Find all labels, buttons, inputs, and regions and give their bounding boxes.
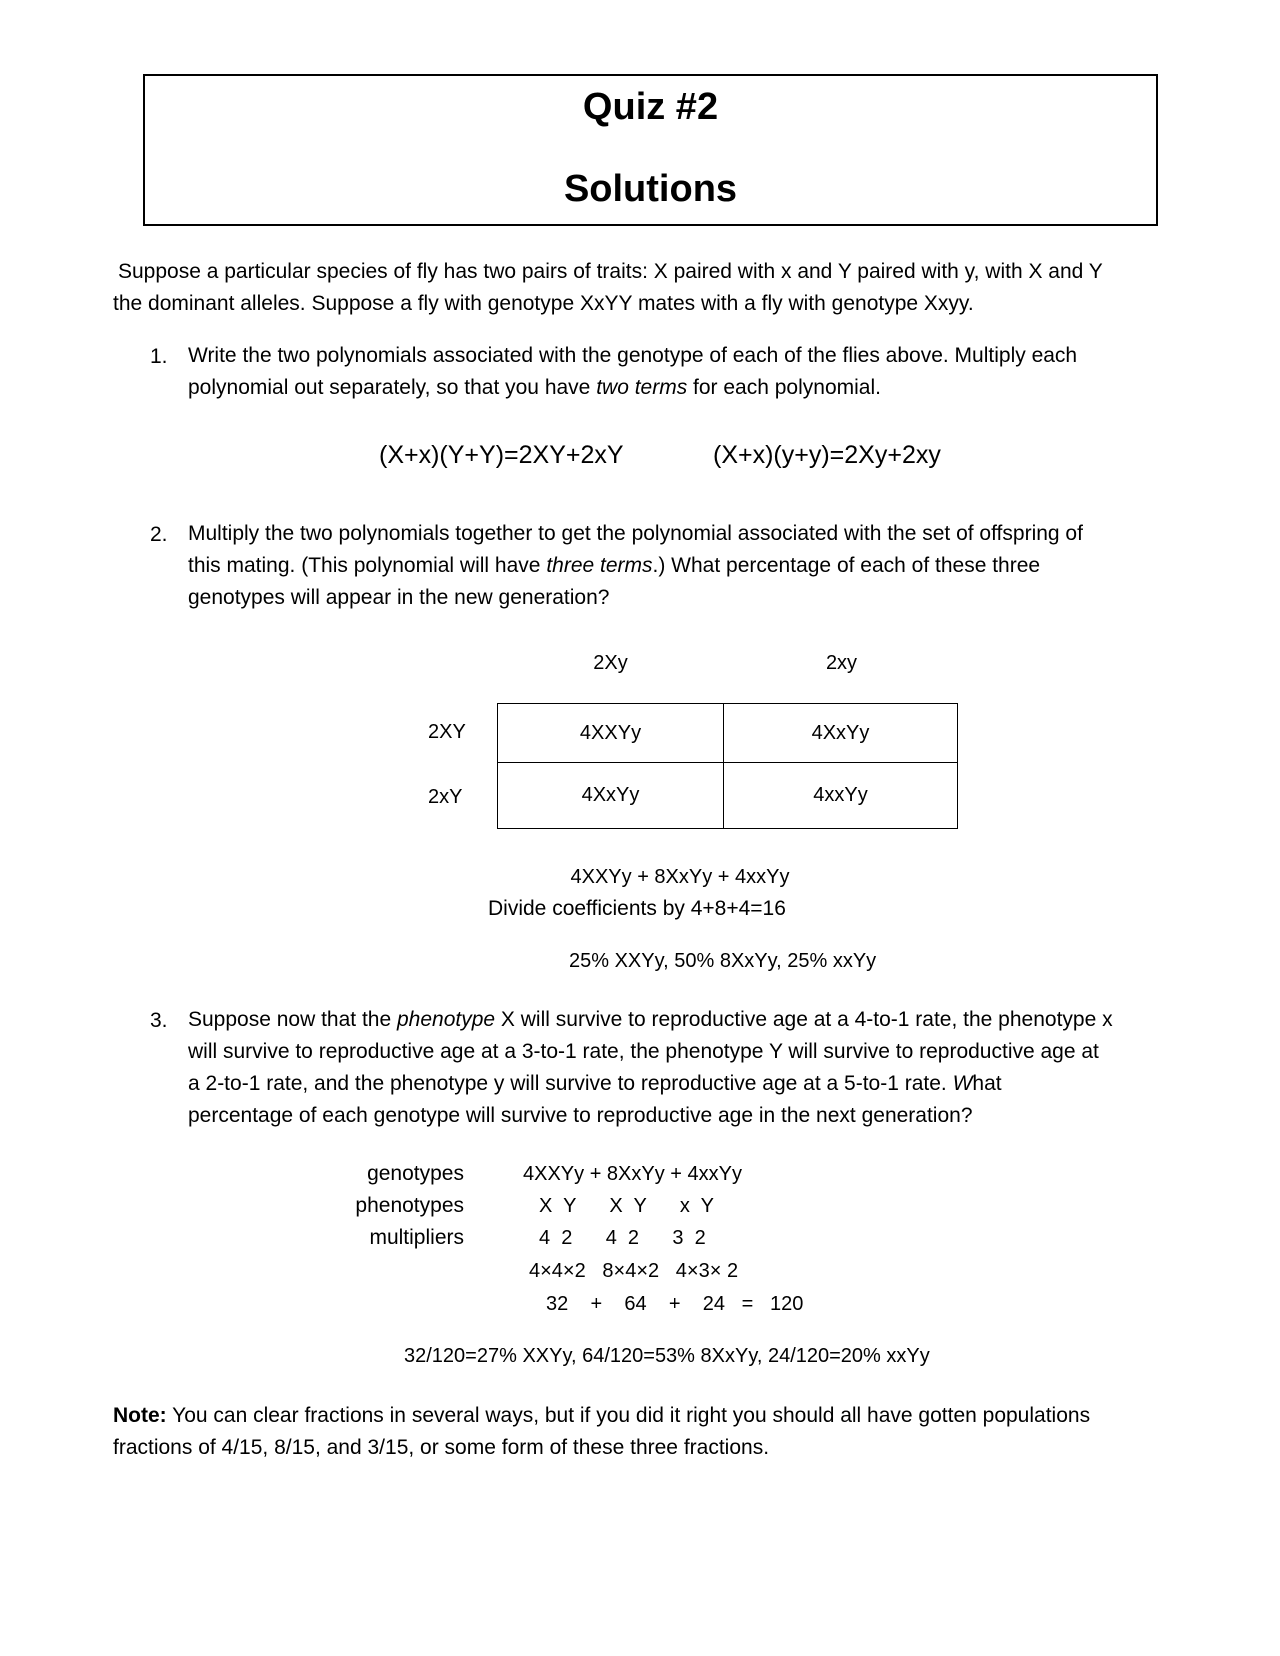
intro-line-2: the dominant alleles. Suppose a fly with genotype XxYY mates with a fly with genotype Xxyy. — [113, 292, 974, 315]
row-multipliers: 4 2 4 2 3 2 — [539, 1227, 706, 1249]
punnett-row-header: 2xY — [428, 786, 463, 808]
q1-equation-1: (X+x)(Y+Y)=2XY+2xY — [379, 441, 624, 469]
q3-line-2: will survive to reproductive age at a 3-to-1 rate, the phenotype Y will survive to reproductive age at — [188, 1040, 1099, 1063]
q2-divide: Divide coefficients by 4+8+4=16 — [488, 897, 786, 920]
punnett-row — [498, 704, 958, 763]
punnett-col-header: 2Xy — [593, 652, 628, 674]
q2-number: 2. — [150, 523, 168, 546]
row-totals: 32 + 64 + 24 = 120 — [546, 1293, 804, 1315]
q3-line-3: a 2-to-1 rate, and the phenotype y will survive to reproductive age at a 5-to-1 rate. What — [188, 1072, 1002, 1095]
q3-line-4: percentage of each genotype will survive to reproductive age in the next generation? — [188, 1104, 973, 1127]
solutions-title: Solutions — [563, 168, 738, 210]
punnett-cell: 4XXYy — [498, 704, 724, 763]
intro-line-1: Suppose a particular species of fly has two pairs of traits: X paired with x and Y paired with y, with X and Y — [118, 260, 1103, 283]
q3-number: 3. — [150, 1009, 168, 1032]
q1-line-2: polynomial out separately, so that you have two terms for each polynomial. — [188, 376, 881, 399]
quiz-title: Quiz #2 — [582, 86, 719, 128]
note-label: Note: — [113, 1404, 167, 1427]
q1-line-1: Write the two polynomials associated with the genotype of each of the flies above. Multiply each — [188, 344, 1078, 367]
row-genotypes: 4XXYy + 8XxYy + 4xxYy — [523, 1163, 742, 1185]
q2-line-2: this mating. (This polynomial will have three terms.) What percentage of each of these three — [188, 554, 1041, 577]
punnett-row-header: 2XY — [428, 721, 466, 743]
note-line-2: fractions of 4/15, 8/15, and 3/15, or some form of these three fractions. — [113, 1436, 770, 1459]
punnett-cell: 4xxYy — [724, 763, 958, 829]
punnett-cell: 4XxYy — [498, 763, 724, 829]
q3-line-1: Suppose now that the phenotype X will survive to reproductive age at a 4-to-1 rate, the phenotype x — [188, 1008, 1113, 1031]
label-phenotypes: phenotypes — [355, 1194, 464, 1217]
label-multipliers: multipliers — [369, 1226, 464, 1249]
q1-equation-2: (X+x)(y+y)=2Xy+2xy — [713, 441, 941, 469]
note-line-1: Note: You can clear fractions in several ways, but if you did it right you should all have gotten populations — [113, 1404, 1091, 1427]
punnett-square — [497, 703, 958, 829]
q2-line-3: genotypes will appear in the new generation? — [188, 586, 610, 609]
q2-line-1: Multiply the two polynomials together to get the polynomial associated with the set of offspring of — [188, 522, 1083, 545]
q3-result: 32/120=27% XXYy, 64/120=53% 8XxYy, 24/120=20% xxYy — [404, 1345, 930, 1367]
title-box — [143, 74, 1158, 226]
q2-sum: 4XXYy + 8XxYy + 4xxYy — [570, 866, 790, 888]
q1-number: 1. — [150, 345, 168, 368]
row-products: 4×4×2 8×4×2 4×3× 2 — [529, 1260, 739, 1282]
q2-result: 25% XXYy, 50% 8XxYy, 25% xxYy — [569, 950, 877, 972]
punnett-cell: 4XxYy — [724, 704, 958, 763]
row-phenotypes: X Y X Y x Y — [539, 1195, 714, 1217]
punnett-col-header: 2xy — [825, 652, 858, 674]
punnett-row — [498, 763, 958, 829]
label-genotypes: genotypes — [367, 1162, 464, 1185]
